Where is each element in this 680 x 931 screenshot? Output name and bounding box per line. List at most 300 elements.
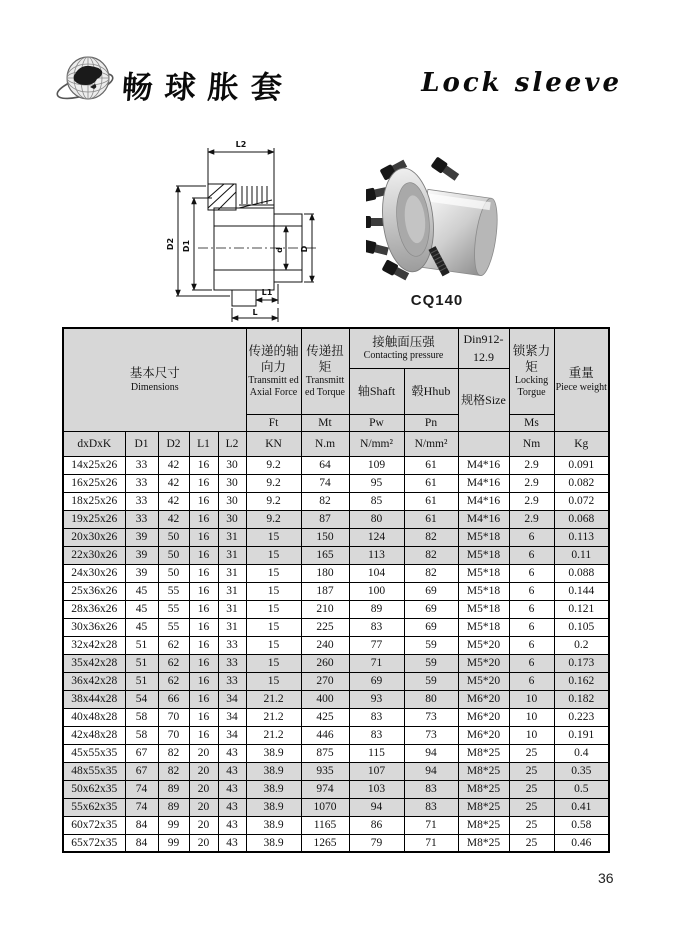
table-cell: 0.46 — [554, 834, 609, 852]
unit-d2: D2 — [158, 431, 189, 456]
table-cell: 2.9 — [509, 456, 554, 474]
table-cell: 80 — [404, 690, 458, 708]
table-cell: 43 — [218, 834, 246, 852]
table-cell: 43 — [218, 762, 246, 780]
table-cell: 1070 — [301, 798, 349, 816]
unit-d1: D1 — [125, 431, 158, 456]
table-cell: 0.223 — [554, 708, 609, 726]
table-cell: 25x36x26 — [63, 582, 125, 600]
table-cell: 39 — [125, 564, 158, 582]
table-cell: 10 — [509, 726, 554, 744]
table-row — [63, 708, 609, 726]
header-shaft — [349, 368, 404, 414]
table-cell: 38.9 — [246, 816, 301, 834]
table-cell: 19x25x26 — [63, 510, 125, 528]
table-cell: 82 — [301, 492, 349, 510]
table-cell: 33 — [125, 474, 158, 492]
table-cell: 87 — [301, 510, 349, 528]
table-cell: 2.9 — [509, 492, 554, 510]
header-weight — [554, 328, 609, 431]
table-cell: 43 — [218, 798, 246, 816]
table-cell: M5*20 — [458, 636, 509, 654]
technical-drawing — [146, 134, 358, 326]
table-row — [63, 798, 609, 816]
table-cell: 55 — [158, 618, 189, 636]
table-cell: 165 — [301, 546, 349, 564]
table-cell: M6*20 — [458, 690, 509, 708]
table-cell: 15 — [246, 618, 301, 636]
table-row — [63, 672, 609, 690]
header-axial-en: Transmitt ed Axial Force — [248, 375, 299, 398]
table-cell: 0.082 — [554, 474, 609, 492]
dim-label-d2-outer: D2 — [166, 237, 175, 251]
table-cell: 32x42x28 — [63, 636, 125, 654]
table-cell: 6 — [509, 600, 554, 618]
table-row — [63, 618, 609, 636]
table-cell: 69 — [404, 582, 458, 600]
table-cell: 74 — [125, 798, 158, 816]
table-cell: 0.091 — [554, 456, 609, 474]
table-row — [63, 546, 609, 564]
table-row — [63, 474, 609, 492]
table-cell: 25 — [509, 816, 554, 834]
table-cell: M6*20 — [458, 708, 509, 726]
table-cell: 60x72x35 — [63, 816, 125, 834]
table-cell: 42 — [158, 474, 189, 492]
table-cell: 99 — [158, 834, 189, 852]
table-cell: 0.068 — [554, 510, 609, 528]
table-row — [63, 492, 609, 510]
table-cell: 30x36x26 — [63, 618, 125, 636]
table-cell: 34 — [218, 708, 246, 726]
dim-label-l1: L1 — [261, 288, 273, 297]
table-cell: 82 — [404, 528, 458, 546]
table-cell: 73 — [404, 708, 458, 726]
table-cell: 446 — [301, 726, 349, 744]
table-cell: 25 — [509, 762, 554, 780]
header-dimensions — [63, 328, 246, 431]
table-cell: 16 — [189, 528, 218, 546]
table-cell: 6 — [509, 546, 554, 564]
table-cell: 40x48x28 — [63, 708, 125, 726]
table-cell: 74 — [125, 780, 158, 798]
table-cell: 33 — [218, 672, 246, 690]
table-cell: 66 — [158, 690, 189, 708]
table-cell: 83 — [349, 708, 404, 726]
table-cell: 58 — [125, 726, 158, 744]
table-cell: M8*25 — [458, 762, 509, 780]
table-cell: 30 — [218, 456, 246, 474]
table-row — [63, 600, 609, 618]
table-cell: 31 — [218, 546, 246, 564]
table-cell: 22x30x26 — [63, 546, 125, 564]
table-cell: 14x25x26 — [63, 456, 125, 474]
product-photo — [366, 152, 508, 294]
table-cell: 89 — [349, 600, 404, 618]
table-cell: 39 — [125, 546, 158, 564]
table-cell: 34 — [218, 690, 246, 708]
table-cell: 31 — [218, 528, 246, 546]
table-cell: 20x30x26 — [63, 528, 125, 546]
table-cell: 80 — [349, 510, 404, 528]
table-cell: 31 — [218, 582, 246, 600]
table-cell: 104 — [349, 564, 404, 582]
table-cell: 55 — [158, 600, 189, 618]
header-dimensions-en: Dimensions — [130, 381, 179, 393]
table-cell: 0.191 — [554, 726, 609, 744]
table-cell: 20 — [189, 798, 218, 816]
table-cell: 210 — [301, 600, 349, 618]
table-cell: 79 — [349, 834, 404, 852]
table-cell: 425 — [301, 708, 349, 726]
table-cell: 58 — [125, 708, 158, 726]
table-cell: 107 — [349, 762, 404, 780]
table-cell: 6 — [509, 654, 554, 672]
table-cell: 38.9 — [246, 798, 301, 816]
table-cell: 33 — [218, 636, 246, 654]
table-cell: 30 — [218, 492, 246, 510]
table-cell: 16 — [189, 600, 218, 618]
table-cell: 150 — [301, 528, 349, 546]
table-row — [63, 690, 609, 708]
table-cell: 65x72x35 — [63, 834, 125, 852]
table-cell: 93 — [349, 690, 404, 708]
header-pressure-cn: 接触面压强 — [372, 334, 435, 349]
table-cell: 18x25x26 — [63, 492, 125, 510]
table-cell: 59 — [404, 654, 458, 672]
table-cell: 0.162 — [554, 672, 609, 690]
header-din — [458, 328, 509, 368]
table-cell: 16x25x26 — [63, 474, 125, 492]
table-cell: 83 — [349, 726, 404, 744]
table-cell: 0.173 — [554, 654, 609, 672]
table-cell: 36x42x28 — [63, 672, 125, 690]
symbol-mt: Mt — [301, 414, 349, 431]
table-cell: 9.2 — [246, 510, 301, 528]
table-cell: 0.144 — [554, 582, 609, 600]
table-cell: M5*20 — [458, 672, 509, 690]
table-cell: 16 — [189, 510, 218, 528]
table-cell: 43 — [218, 744, 246, 762]
table-cell: 15 — [246, 672, 301, 690]
header-locking-en: Locking Torgue — [514, 375, 549, 398]
table-cell: 16 — [189, 546, 218, 564]
unit-kn: KN — [246, 431, 301, 456]
table-cell: 50 — [158, 528, 189, 546]
table-cell: 54 — [125, 690, 158, 708]
table-cell: M5*20 — [458, 654, 509, 672]
table-cell: 42 — [158, 492, 189, 510]
brand-title: 畅球胀套 — [120, 70, 296, 105]
table-row — [63, 510, 609, 528]
table-cell: 64 — [301, 456, 349, 474]
table-cell: 6 — [509, 582, 554, 600]
table-cell: 42 — [158, 456, 189, 474]
table-cell: 9.2 — [246, 456, 301, 474]
spec-table — [62, 327, 610, 853]
unit-nm-locking: Nm — [509, 431, 554, 456]
table-row — [63, 726, 609, 744]
table-cell: 0.121 — [554, 600, 609, 618]
table-cell: 2.9 — [509, 474, 554, 492]
table-cell: 974 — [301, 780, 349, 798]
table-cell: 0.4 — [554, 744, 609, 762]
table-cell: 21.2 — [246, 726, 301, 744]
table-cell: M5*18 — [458, 546, 509, 564]
table-cell: 16 — [189, 492, 218, 510]
table-cell: 82 — [158, 744, 189, 762]
table-cell: 48x55x35 — [63, 762, 125, 780]
table-cell: 61 — [404, 456, 458, 474]
table-cell: 16 — [189, 582, 218, 600]
table-cell: 35x42x28 — [63, 654, 125, 672]
table-row — [63, 762, 609, 780]
table-cell: 225 — [301, 618, 349, 636]
table-cell: 45 — [125, 582, 158, 600]
table-cell: 74 — [301, 474, 349, 492]
table-cell: M8*25 — [458, 744, 509, 762]
table-cell: 124 — [349, 528, 404, 546]
table-cell: M5*18 — [458, 582, 509, 600]
dim-label-d1: D1 — [182, 239, 191, 253]
table-cell: 51 — [125, 636, 158, 654]
table-cell: 15 — [246, 582, 301, 600]
table-cell: 6 — [509, 636, 554, 654]
table-cell: 59 — [404, 672, 458, 690]
table-cell: 61 — [404, 492, 458, 510]
table-cell: 25 — [509, 780, 554, 798]
table-cell: 89 — [158, 780, 189, 798]
table-cell: 0.113 — [554, 528, 609, 546]
header-axial-force — [246, 328, 301, 414]
table-cell: 38.9 — [246, 762, 301, 780]
table-cell: 30 — [218, 510, 246, 528]
photo-caption: CQ140 — [410, 292, 464, 309]
table-cell: 69 — [404, 600, 458, 618]
table-cell: 6 — [509, 564, 554, 582]
table-cell: 6 — [509, 672, 554, 690]
table-cell: 20 — [189, 834, 218, 852]
table-cell: 25 — [509, 834, 554, 852]
brand-subtitle: Lock sleeve — [421, 68, 622, 98]
table-cell: 16 — [189, 636, 218, 654]
table-cell: 15 — [246, 546, 301, 564]
table-row — [63, 528, 609, 546]
table-cell: 240 — [301, 636, 349, 654]
table-cell: M5*18 — [458, 618, 509, 636]
table-cell: 270 — [301, 672, 349, 690]
table-cell: 10 — [509, 708, 554, 726]
unit-kg: Kg — [554, 431, 609, 456]
table-cell: M4*16 — [458, 474, 509, 492]
table-cell: 85 — [349, 492, 404, 510]
table-cell: 94 — [404, 744, 458, 762]
table-cell: 51 — [125, 672, 158, 690]
table-cell: 33 — [125, 456, 158, 474]
table-cell: 0.088 — [554, 564, 609, 582]
table-cell: 187 — [301, 582, 349, 600]
table-cell: 34 — [218, 726, 246, 744]
table-cell: M6*20 — [458, 726, 509, 744]
table-cell: 25 — [509, 798, 554, 816]
table-cell: 39 — [125, 528, 158, 546]
table-cell: M8*25 — [458, 798, 509, 816]
table-cell: 0.35 — [554, 762, 609, 780]
table-row — [63, 654, 609, 672]
table-cell: 16 — [189, 456, 218, 474]
table-cell: 16 — [189, 690, 218, 708]
header-axial-cn: 传递的轴向力 — [248, 344, 299, 374]
table-row — [63, 564, 609, 582]
table-cell: 0.105 — [554, 618, 609, 636]
table-cell: 6 — [509, 528, 554, 546]
table-cell: 69 — [349, 672, 404, 690]
table-row — [63, 816, 609, 834]
table-cell: 86 — [349, 816, 404, 834]
header-size — [458, 368, 509, 431]
table-cell: M4*16 — [458, 510, 509, 528]
table-row — [63, 744, 609, 762]
symbol-ft: Ft — [246, 414, 301, 431]
table-cell: 15 — [246, 600, 301, 618]
table-cell: 15 — [246, 636, 301, 654]
table-row — [63, 456, 609, 474]
table-cell: 1165 — [301, 816, 349, 834]
table-cell: 935 — [301, 762, 349, 780]
table-cell: 50 — [158, 564, 189, 582]
table-cell: 33 — [125, 492, 158, 510]
table-cell: 71 — [349, 654, 404, 672]
table-cell: 84 — [125, 816, 158, 834]
dim-label-l: L — [252, 308, 258, 317]
table-cell: 20 — [189, 744, 218, 762]
header-weight-cn: 重量 — [568, 366, 594, 381]
table-cell: 0.41 — [554, 798, 609, 816]
table-cell: 83 — [349, 618, 404, 636]
table-cell: 82 — [158, 762, 189, 780]
table-cell: 15 — [246, 528, 301, 546]
header-dimensions-cn: 基本尺寸 — [129, 366, 180, 381]
table-cell: 1265 — [301, 834, 349, 852]
header-weight-en: Piece weight — [555, 381, 607, 393]
table-cell: 42x48x28 — [63, 726, 125, 744]
table-cell: 43 — [218, 816, 246, 834]
table-cell: 45 — [125, 600, 158, 618]
unit-nm-torque: N.m — [301, 431, 349, 456]
table-cell: 16 — [189, 564, 218, 582]
globe-logo-icon — [55, 50, 119, 110]
table-cell: 43 — [218, 780, 246, 798]
table-cell: 71 — [404, 834, 458, 852]
unit-nmm2-shaft: N/mm² — [349, 431, 404, 456]
header-size-label: 规格Size — [461, 392, 506, 407]
header-torque — [301, 328, 349, 414]
table-cell: 31 — [218, 600, 246, 618]
table-cell: M4*16 — [458, 456, 509, 474]
table-cell: 67 — [125, 762, 158, 780]
table-cell: 20 — [189, 780, 218, 798]
table-cell: 59 — [404, 636, 458, 654]
table-row — [63, 834, 609, 852]
table-cell: 9.2 — [246, 492, 301, 510]
table-cell: M5*18 — [458, 528, 509, 546]
table-cell: 109 — [349, 456, 404, 474]
table-cell: 95 — [349, 474, 404, 492]
table-cell: 28x36x26 — [63, 600, 125, 618]
table-cell: 70 — [158, 726, 189, 744]
table-cell: 55x62x35 — [63, 798, 125, 816]
table-cell: 50 — [158, 546, 189, 564]
table-cell: 20 — [189, 762, 218, 780]
table-cell: 50x62x35 — [63, 780, 125, 798]
table-cell: 16 — [189, 672, 218, 690]
table-cell: 70 — [158, 708, 189, 726]
table-cell: 77 — [349, 636, 404, 654]
header-din-label: Din912- 12.9 — [463, 332, 504, 365]
header-pressure-en: Contacting pressure — [363, 350, 444, 362]
dim-label-d-right: D — [300, 245, 309, 253]
symbol-pw: Pw — [349, 414, 404, 431]
table-body — [63, 456, 609, 852]
table-cell: 24x30x26 — [63, 564, 125, 582]
table-cell: 38.9 — [246, 744, 301, 762]
table-row — [63, 780, 609, 798]
table-cell: 45 — [125, 618, 158, 636]
table-cell: 94 — [349, 798, 404, 816]
table-cell: 103 — [349, 780, 404, 798]
page-number: 36 — [598, 870, 614, 886]
table-cell: 21.2 — [246, 690, 301, 708]
table-cell: 62 — [158, 672, 189, 690]
symbol-ms: Ms — [509, 414, 554, 431]
unit-l1: L1 — [189, 431, 218, 456]
unit-l2: L2 — [218, 431, 246, 456]
table-cell: M8*25 — [458, 816, 509, 834]
header-shaft-label: 轴Shaft — [357, 384, 396, 398]
table-cell: 61 — [404, 474, 458, 492]
table-cell: M8*25 — [458, 780, 509, 798]
header-torque-cn: 传递扭矩 — [306, 344, 344, 374]
table-cell: 0.072 — [554, 492, 609, 510]
table-cell: M5*18 — [458, 564, 509, 582]
table-cell: 875 — [301, 744, 349, 762]
table-cell: 31 — [218, 564, 246, 582]
table-cell: 71 — [404, 816, 458, 834]
table-cell: 400 — [301, 690, 349, 708]
table-cell: 73 — [404, 726, 458, 744]
table-cell: M4*16 — [458, 492, 509, 510]
dim-label-d-bore: d — [275, 247, 284, 253]
table-cell: 16 — [189, 726, 218, 744]
table-cell: 69 — [404, 618, 458, 636]
table-cell: 0.2 — [554, 636, 609, 654]
table-cell: 84 — [125, 834, 158, 852]
table-cell: 30 — [218, 474, 246, 492]
table-cell: 83 — [404, 780, 458, 798]
table-cell: 51 — [125, 654, 158, 672]
table-cell: 82 — [404, 546, 458, 564]
header-hub — [404, 368, 458, 414]
table-cell: 21.2 — [246, 708, 301, 726]
table-cell: 9.2 — [246, 474, 301, 492]
table-cell: 55 — [158, 582, 189, 600]
table-cell: 61 — [404, 510, 458, 528]
table-cell: 25 — [509, 744, 554, 762]
header-locking-torque — [509, 328, 554, 414]
table-cell: 260 — [301, 654, 349, 672]
table-cell: 16 — [189, 708, 218, 726]
table-cell: 82 — [404, 564, 458, 582]
